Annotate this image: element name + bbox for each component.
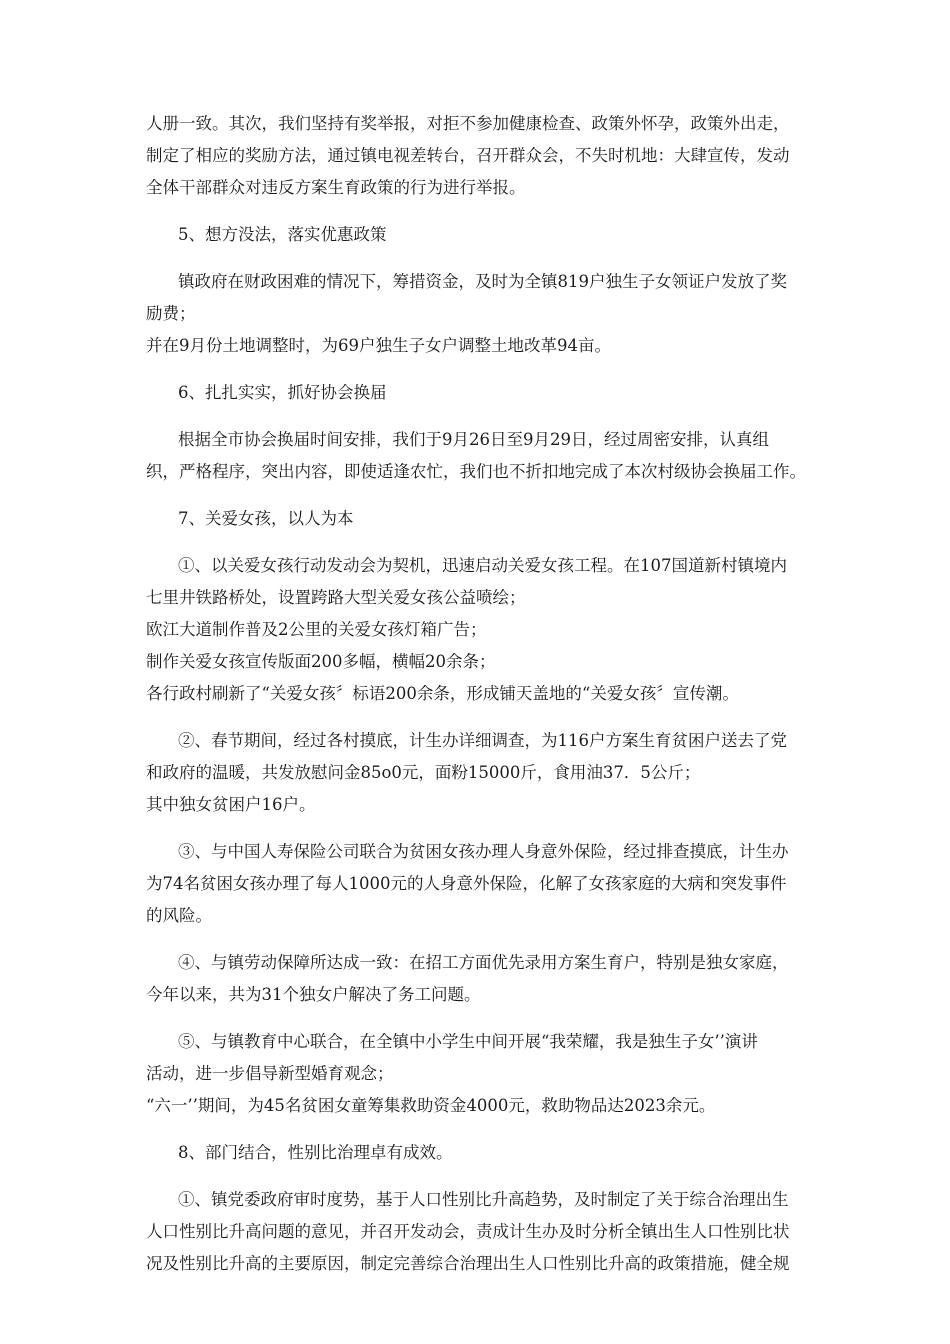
text-line: 其中独女贫困户16户。	[146, 795, 316, 814]
text-line: 今年以来，共为31个独女户解决了务工问题。	[146, 985, 481, 1004]
text-line: “六一’’期间，为45名贫困女童筹集救助资金4000元，救助物品达2023余元。	[146, 1096, 716, 1115]
text-line: 的风险。	[146, 906, 212, 925]
text-line: 为74名贫困女孩办理了每人1000元的人身意外保险，化解了女孩家庭的大病和突发事件	[146, 874, 787, 893]
section-heading: 5、想方没法，落实优惠政策	[178, 225, 387, 244]
text-line: ①、以关爱女孩行动发动会为契机，迅速启动关爱女孩工程。在107国道新村镇境内	[178, 556, 787, 575]
text-line: 制定了相应的奖励方法，通过镇电视差转台，召开群众会，不失时机地：大肆宣传，发动	[146, 146, 790, 165]
text-line: 镇政府在财政困难的情况下，筹措资金，及时为全镇819户独生子女领证户发放了奖	[178, 272, 787, 291]
text-line: ④、与镇劳动保障所达成一致：在招工方面优先录用方案生育户，特别是独女家庭，	[178, 953, 789, 972]
text-line: 全体干部群众对违反方案生育政策的行为进行举报。	[146, 178, 526, 197]
text-line: 欧江大道制作普及2公里的关爱女孩灯箱广告；	[146, 620, 487, 639]
section-heading: 6、扎扎实实，抓好协会换届	[178, 383, 387, 402]
text-line: 根据全市协会换届时间安排，我们于9月26日至9月29日，经过周密安排，认真组	[178, 430, 769, 449]
text-line: 织，严格程序，突出内容，即使适逢农忙，我们也不折扣地完成了本次村级协会换届工作。	[146, 462, 806, 481]
section-heading: 7、关爱女孩，以人为本	[178, 509, 354, 528]
text-line: ③、与中国人寿保险公司联合为贫困女孩办理人身意外保险，经过排查摸底，计生办	[178, 842, 789, 861]
text-line: 和政府的温暖，共发放慰问金85o0元，面粉15000斤，食用油37．5公斤；	[146, 763, 701, 782]
text-line: 并在9月份土地调整时，为69户独生子女户调整土地改革94亩。	[146, 336, 611, 355]
text-line: 各行政村刷新了“关爱女孩〞标语200余条，形成铺天盖地的“关爱女孩〞宣传潮。	[146, 684, 739, 703]
text-line: ⑤、与镇教育中心联合，在全镇中小学生中间开展“我荣耀，我是独生子女’’演讲	[178, 1032, 758, 1051]
text-line: 人册一致。其次，我们坚持有奖举报，对拒不参加健康检查、政策外怀孕，政策外出走，	[146, 114, 790, 133]
text-line: 励费；	[146, 304, 196, 323]
text-line: 制作关爱女孩宣传版面200多幅，横幅20余条；	[146, 652, 496, 671]
document-body	[146, 108, 806, 1280]
text-line: 七里井铁路桥处，设置跨路大型关爱女孩公益喷绘；	[146, 588, 526, 607]
text-line: ①、镇党委政府审时度势，基于人口性别比升高趋势，及时制定了关于综合治理出生	[178, 1190, 789, 1209]
text-line: 活动，进一步倡导新型婚育观念；	[146, 1064, 394, 1083]
text-line: ②、春节期间，经过各村摸底，计生办详细调查，为116户方案生育贫困户送去了党	[178, 731, 787, 750]
section-heading: 8、部门结合，性别比治理卓有成效。	[178, 1143, 453, 1162]
text-line: 况及性别比升高的主要原因，制定完善综合治理出生人口性别比升高的政策措施，健全规	[146, 1254, 790, 1273]
text-line: 人口性别比升高问题的意见，并召开发动会，责成计生办及时分析全镇出生人口性别比状	[146, 1222, 790, 1241]
